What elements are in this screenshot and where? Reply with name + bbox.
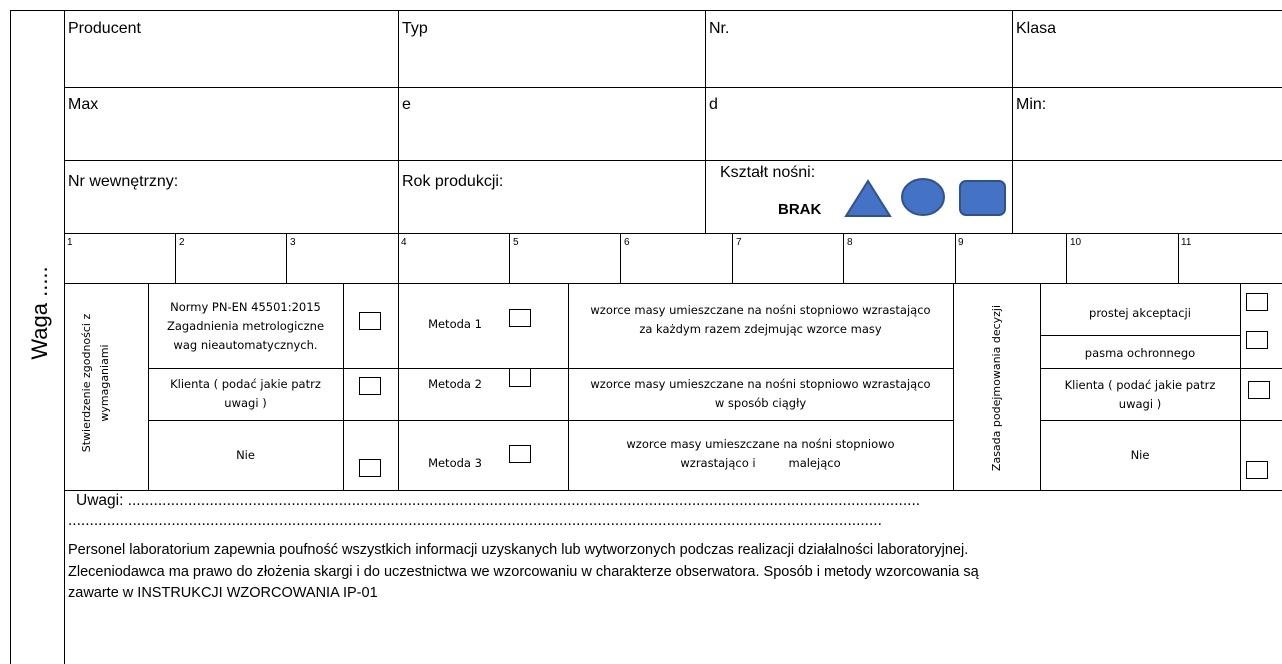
decyzja-pasma-ochronnego: pasma ochronnego — [1084, 345, 1196, 360]
grid-right-b — [1040, 368, 1282, 369]
metoda-2-checkbox[interactable] — [509, 369, 531, 387]
num-line — [398, 233, 399, 283]
metoda-3-label: Metoda 3 — [428, 455, 482, 470]
col-line — [1012, 10, 1013, 233]
metoda-2-label: Metoda 2 — [428, 376, 482, 391]
metoda-1-description — [568, 298, 953, 342]
grid-row-a2 — [568, 368, 953, 369]
block-line — [343, 283, 344, 490]
num-line — [732, 233, 733, 283]
metoda-3-description — [568, 432, 953, 476]
row3-bottom — [64, 233, 1282, 234]
metoda-1-label: Metoda 1 — [428, 316, 482, 331]
block-line — [1240, 283, 1241, 490]
zgodnosc-title-line2: wymaganiami — [98, 344, 111, 422]
metoda-1-desc-line1: wzorce masy umieszczane na nośni stopniowo wzrastająco — [590, 303, 931, 317]
metoda-3-checkbox[interactable] — [509, 445, 531, 463]
zgodnosc-nie-checkbox[interactable] — [359, 459, 381, 477]
grid-row-b — [148, 420, 953, 421]
row2-bottom — [64, 160, 1282, 161]
min-label: Min: — [1016, 96, 1047, 113]
grid-right-a — [1040, 335, 1240, 336]
num-line — [620, 233, 621, 283]
decyzja-nie: Nie — [1130, 447, 1150, 462]
decyzja-prostej-checkbox[interactable] — [1246, 293, 1268, 311]
block-line — [953, 283, 954, 490]
num-line — [286, 233, 287, 283]
rectangle-shape-icon[interactable] — [960, 181, 1005, 215]
metoda-2-description — [568, 372, 953, 416]
metoda-1-checkbox[interactable] — [509, 309, 531, 327]
decyzja-nie-checkbox[interactable] — [1246, 461, 1268, 479]
col-line — [398, 10, 399, 233]
column-number: 1 — [67, 237, 73, 248]
num-line — [843, 233, 844, 283]
nr-wewnetrzny-label: Nr wewnętrzny: — [68, 173, 179, 190]
circle-shape-icon[interactable] — [902, 179, 944, 215]
uwagi-line[interactable]: Uwagi: ........................................................................................................................................................................................ — [76, 492, 921, 509]
column-number: 3 — [290, 237, 296, 248]
column-number: 5 — [513, 237, 519, 248]
max-label: Max — [68, 96, 99, 113]
row4-bottom — [64, 283, 1282, 284]
num-line — [955, 233, 956, 283]
d-label: d — [709, 96, 718, 113]
metoda-1-desc-line2: za każdym razem zdejmując wzorce masy — [639, 322, 882, 336]
triangle-shape-icon[interactable] — [846, 181, 890, 216]
ksztalt-label: Kształt nośni: — [720, 164, 816, 181]
decyzja-klienta-line2: uwagi ) — [1118, 397, 1162, 411]
decyzja-prostej-akceptacji: prostej akceptacji — [1089, 305, 1191, 320]
zgodnosc-title-line1: Stwierdzenie zgodności z — [80, 313, 93, 453]
column-number: 7 — [736, 237, 742, 248]
metoda-2-desc-line2: w sposób ciągły — [714, 396, 807, 410]
metoda-2-desc-line1: wzorce masy umieszczane na nośni stopniowo wzrastająco — [590, 377, 931, 391]
rok-produkcji-label: Rok produkcji: — [402, 173, 504, 190]
grid-row-a — [148, 368, 568, 369]
nr-label: Nr. — [709, 20, 730, 37]
zgodnosc-title — [78, 298, 118, 468]
e-label: e — [402, 96, 411, 113]
klient-line2: uwagi ) — [224, 396, 267, 410]
block-line — [398, 283, 399, 490]
top-border — [10, 10, 1282, 11]
side-label: Waga ..... — [27, 266, 52, 360]
decyzja-klienta-line1: Klienta ( podać jakie patrz — [1064, 378, 1216, 392]
norma-line1: Normy PN-EN 45501:2015 — [170, 299, 321, 314]
norma-line3: wag nieautomatycznych. — [173, 337, 318, 352]
column-number: 10 — [1070, 237, 1082, 248]
column-number: 6 — [624, 237, 630, 248]
klasa-label: Klasa — [1016, 20, 1057, 37]
klient-line1: Klienta ( podać jakie patrz — [170, 377, 321, 391]
metoda-3-desc-line1: wzorce masy umieszczane na nośni stopniowo — [626, 437, 895, 451]
column-number: 11 — [1181, 237, 1192, 248]
column-number: 8 — [847, 237, 853, 248]
producent-label: Producent — [68, 20, 141, 37]
num-line — [1178, 233, 1179, 283]
num-line — [509, 233, 510, 283]
decyzja-klienta-checkbox[interactable] — [1248, 381, 1270, 399]
column-number: 9 — [958, 237, 964, 248]
zgodnosc-option-nie: Nie — [236, 447, 255, 462]
col-line — [705, 10, 706, 233]
grid-right-c — [1040, 420, 1282, 421]
decyzja-pasma-checkbox[interactable] — [1246, 331, 1268, 349]
column-number: 2 — [179, 237, 185, 248]
brak-label: BRAK — [778, 201, 822, 218]
column-number: 4 — [401, 237, 407, 248]
num-line — [175, 233, 176, 283]
metoda-3-desc-line2: wzrastająco i malejąco — [680, 456, 841, 470]
zgodnosc-option-klient — [148, 370, 343, 418]
uwagi-dots[interactable]: ............................................................................................................................................................................................. — [68, 512, 882, 529]
notice-line3: zawarte w INSTRUKCJI WZORCOWANIA IP-01 — [68, 585, 378, 601]
inner-left-border — [64, 10, 65, 664]
left-border — [10, 10, 11, 664]
table-bottom — [64, 490, 1282, 491]
zgodnosc-norma-checkbox[interactable] — [359, 312, 381, 330]
decyzja-klienta — [1040, 372, 1240, 418]
row1-bottom — [64, 87, 1282, 88]
norma-line2: Zagadnienia metrologiczne — [166, 318, 325, 333]
num-line — [1066, 233, 1067, 283]
notice-line2: Zleceniodawca ma prawo do złożenia skargi i do uczestnictwa we wzorcowaniu w charakterze obserwatora. Sposób i metody wzorcowania są — [68, 564, 979, 580]
shape-icons — [842, 176, 1012, 220]
notice-line1: Personel laboratorium zapewnia poufność wszystkich informacji uzyskanych lub wytworzonych podczas realizacji działalności laboratoryjnej. — [68, 542, 969, 558]
zgodnosc-klient-checkbox[interactable] — [359, 377, 381, 395]
zgodnosc-option-norma — [148, 286, 343, 366]
decyzja-title: Zasada podejmowania decyzji — [990, 304, 1003, 472]
typ-label: Typ — [402, 20, 428, 37]
